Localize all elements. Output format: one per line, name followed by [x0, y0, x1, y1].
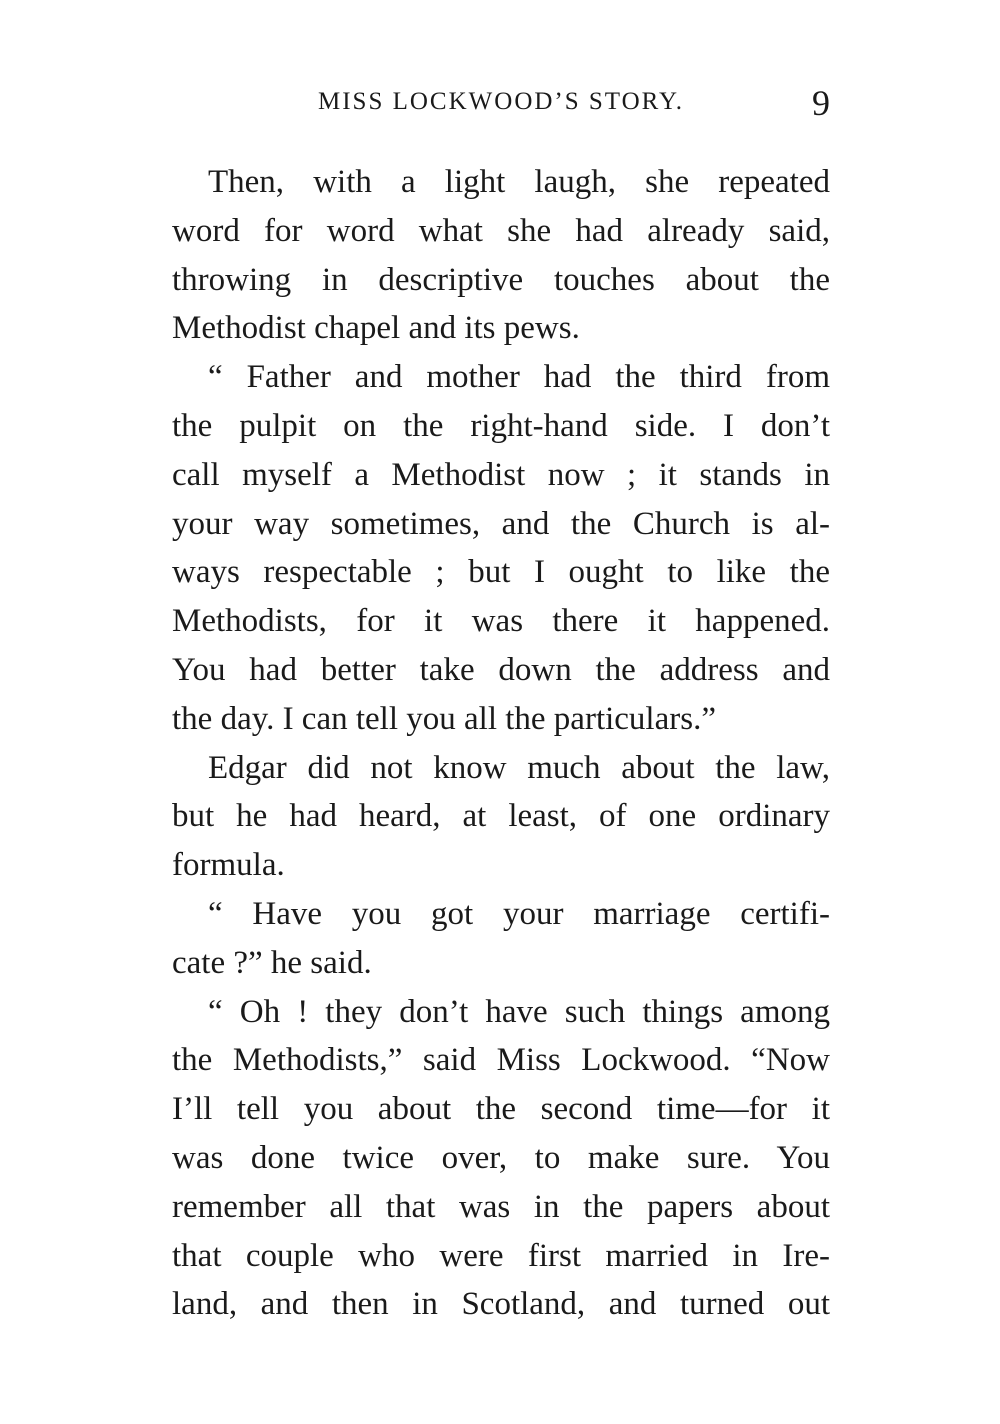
text-line: remember all that was in the papers about — [172, 1188, 830, 1225]
text-line: Methodist chapel and its pews. — [172, 310, 580, 347]
running-title: MISS LOCKWOOD’S STORY. — [318, 88, 685, 115]
text-line: that couple who were first married in Ire- — [172, 1237, 830, 1274]
text-line: word for word what she had already said, — [172, 212, 830, 249]
text-line: You had better take down the address and — [172, 651, 830, 688]
text-line: Then, with a light laugh, she repeated — [208, 164, 830, 200]
text-line: “ Have you got your marriage certifi- — [208, 895, 830, 932]
text-line: “ Father and mother had the third from — [208, 359, 830, 396]
text-line: your way sometimes, and the Church is al- — [172, 505, 830, 542]
body-text — [172, 158, 830, 1329]
text-line: was done twice over, to make sure. You — [172, 1139, 830, 1176]
text-line: ways respectable ; but I ought to like the — [172, 554, 830, 591]
text-line: Edgar did not know much about the law, — [208, 749, 830, 786]
text-line: cate ?” he said. — [172, 944, 372, 981]
page-number: 9 — [812, 83, 830, 123]
running-head — [0, 83, 1000, 128]
text-line: I’ll tell you about the second time—for it — [172, 1091, 830, 1128]
text-line: call myself a Methodist now ; it stands in — [172, 456, 830, 493]
text-line: land, and then in Scotland, and turned out — [172, 1286, 830, 1323]
text-line: formula. — [172, 847, 285, 884]
text-line: Methodists, for it was there it happened. — [172, 603, 830, 640]
text-line: “ Oh ! they don’t have such things among — [208, 993, 830, 1030]
text-line: the day. I can tell you all the particulars.” — [172, 700, 716, 737]
text-line: but he had heard, at least, of one ordinary — [172, 798, 830, 835]
text-line: the Methodists,” said Miss Lockwood. “Now — [172, 1042, 830, 1079]
text-line: throwing in descriptive touches about the — [172, 261, 830, 298]
text-line: the pulpit on the right-hand side. I don’t — [172, 407, 830, 444]
